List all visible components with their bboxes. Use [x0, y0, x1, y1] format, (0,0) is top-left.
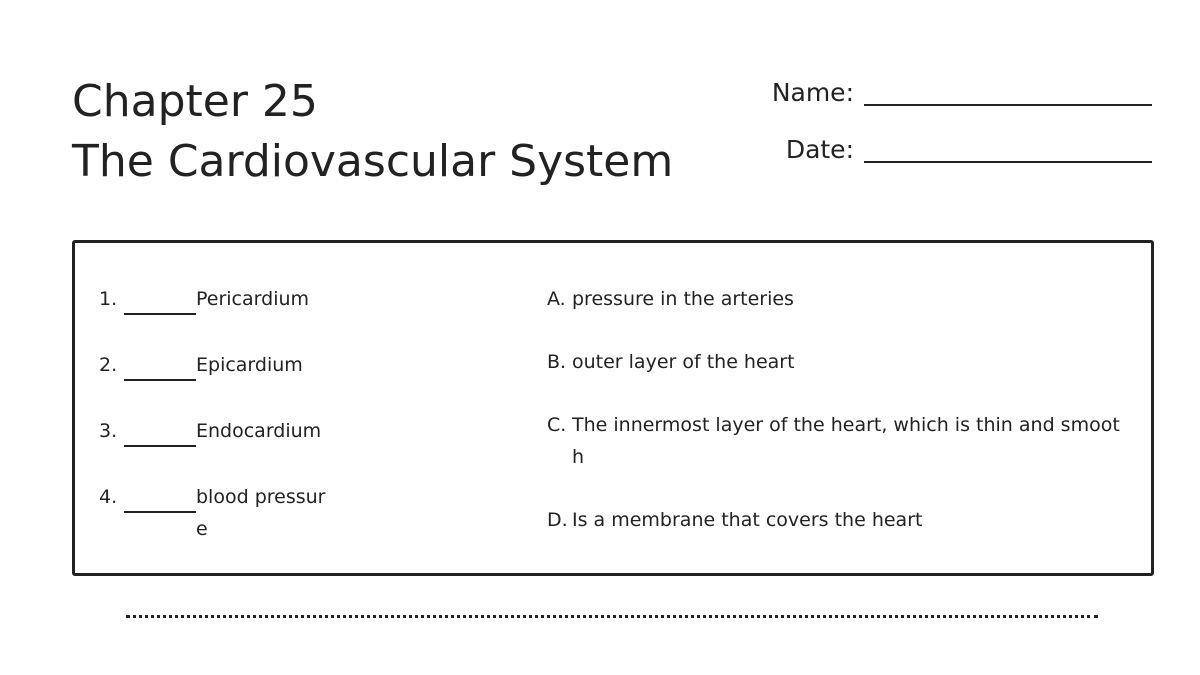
chapter-title: The Cardiovascular System — [72, 136, 674, 187]
choice-text: outer layer of the heart — [572, 351, 795, 373]
matching-exercise-box — [72, 240, 1154, 576]
answer-blank[interactable] — [124, 487, 196, 513]
question-term: Epicardium — [196, 354, 303, 376]
choice-letter: C. — [547, 414, 567, 436]
choice-letter: D. — [547, 509, 568, 531]
choice-letter: A. — [547, 288, 566, 310]
answer-choice-c — [547, 409, 1127, 473]
choice-text: pressure in the arteries — [572, 288, 794, 310]
answer-choice-b — [547, 346, 1127, 378]
question-number: 2. — [99, 354, 118, 376]
date-label: Date: — [785, 135, 854, 164]
answer-blank[interactable] — [124, 421, 196, 447]
answer-blank[interactable] — [124, 289, 196, 315]
answer-choice-d — [547, 504, 1127, 536]
name-input-line[interactable] — [864, 80, 1152, 106]
answer-choice-list — [547, 283, 1127, 567]
question-term: Endocardium — [196, 420, 322, 442]
question-number: 4. — [99, 486, 118, 508]
question-term: blood pressure — [196, 486, 326, 540]
date-field[interactable] — [764, 135, 1152, 164]
name-label: Name: — [771, 78, 854, 107]
question-term: Pericardium — [196, 288, 310, 310]
chapter-heading: Chapter 25 — [72, 76, 318, 127]
choice-letter: B. — [547, 351, 567, 373]
choice-text: The innermost layer of the heart, which is thin and smooth — [572, 414, 1120, 468]
name-field[interactable] — [764, 78, 1152, 107]
dotted-divider — [126, 615, 1098, 618]
date-input-line[interactable] — [864, 137, 1152, 163]
answer-blank[interactable] — [124, 355, 196, 381]
answer-choice-a — [547, 283, 1127, 315]
choice-text: Is a membrane that covers the heart — [572, 509, 923, 531]
question-number: 1. — [99, 288, 118, 310]
worksheet-title — [72, 72, 673, 192]
question-number: 3. — [99, 420, 118, 442]
